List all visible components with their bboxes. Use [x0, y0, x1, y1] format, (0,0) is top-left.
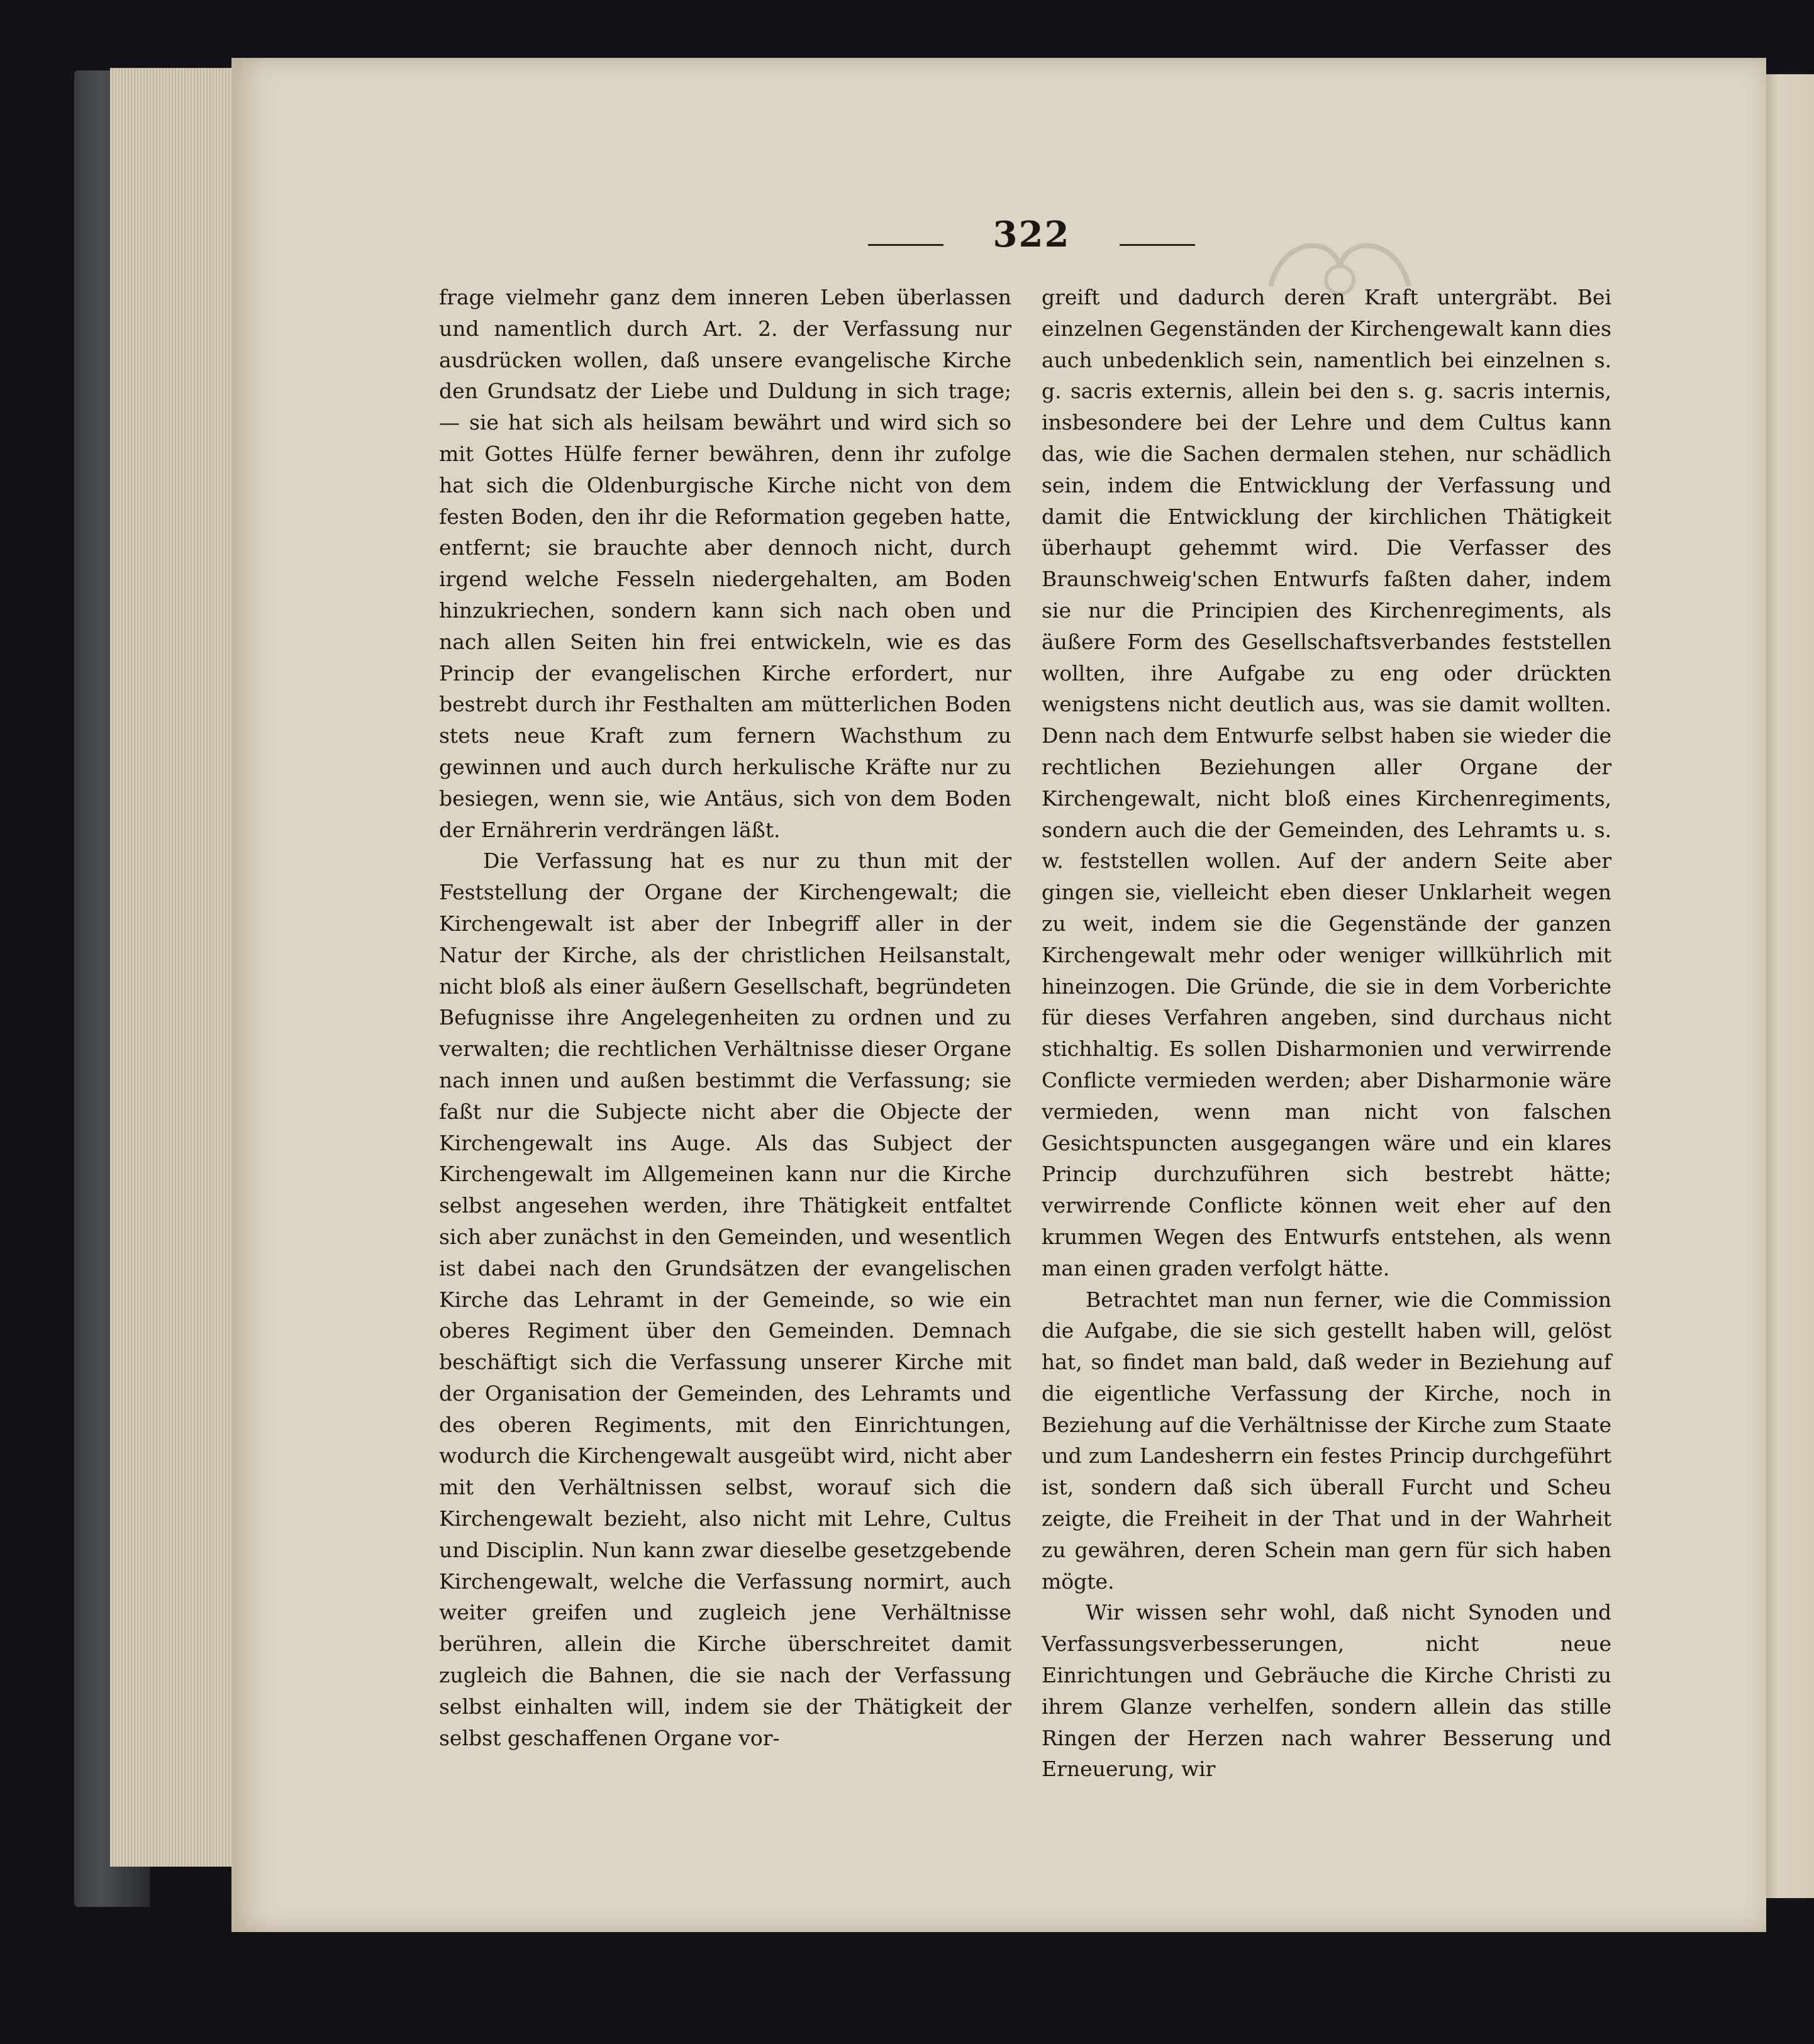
- paragraph: frage vielmehr ganz dem inneren Leben überlassen und namentlich durch Art. 2. der Verfassung nur ausdrücken wollen, daß unsere evangelische Kirche den Grundsatz der Liebe und Duldung in sich trage; — sie hat sich als heilsam bewährt und wird sich so mit Gottes Hülfe ferner bewähren, denn ihr zufolge hat sich die Oldenburgische Kirche nicht von dem festen Boden, den ihr die Reformation gegeben hatte, entfernt; sie brauchte aber dennoch nicht, durch irgend welche Fesseln niedergehalten, am Boden hinzukriechen, sondern kann sich nach oben und nach allen Seiten hin frei entwickeln, wie es das Princip der evangelischen Kirche erfordert, nur bestrebt durch ihr Festhalten am mütterlichen Boden stets neue Kraft zum fernern Wachsthum zu gewinnen und auch durch herkulische Kräfte nur zu besiegen, wenn sie, wie Antäus, sich von dem Boden der Ernährerin verdrängen läßt.: [439, 285, 1011, 842]
- paragraph: Die Verfassung hat es nur zu thun mit der Feststellung der Organe der Kirchengewalt; die Kirchengewalt ist aber der Inbegriff aller in der Natur der Kirche, als der christlichen Heilsanstalt, nicht bloß als einer äußern Gesellschaft, begründeten Befugnisse ihre Angelegenheiten zu ordnen und zu verwalten; die rechtlichen Verhältnisse dieser Organe nach innen und außen bestimmt die Verfassung; sie faßt nur die Subjecte nicht aber die Objecte der Kirchengewalt ins Auge. Als das Subject der Kirchengewalt im Allgemeinen kann nur die Kirche selbst angesehen werden, ihre Thätigkeit entfaltet sich aber zunächst in den Gemeinden, und wesentlich ist dabei nach den Grundsätzen der evangelischen Kirche das Lehramt in der Gemeinde, so wie ein oberes Regiment über den Gemeinden. Demnach beschäftigt sich die Verfassung unserer Kirche mit der Organisation der Gemeinden, des Lehramts und des oberen Regiments, mit den Einrichtungen, wodurch die Kirchengewalt ausgeübt wird, nicht aber mit den Verhältnissen selbst, worauf sich die Kirchengewalt bezieht, also nicht mit Lehre, Cultus und Disciplin. Nun kann zwar dieselbe gesetzgebende Kirchengewalt, welche die Verfassung normirt, auch weiter greifen und zugleich jene Verhältnisse berühren, allein die Kirche überschreitet damit zugleich die Bahnen, die sie nach der Verfassung selbst einhalten will, indem sie der Thätigkeit der selbst geschaffenen Organe vor-: [439, 848, 1011, 1750]
- page-stack-edges: [110, 68, 242, 1867]
- right-column: [1042, 282, 1611, 1785]
- left-column: [439, 282, 1011, 1753]
- page-number: 322: [993, 214, 1071, 255]
- page-header: [868, 214, 1195, 258]
- header-rule-right: [1120, 244, 1195, 246]
- paragraph: greift und dadurch deren Kraft untergräbt. Bei einzelnen Gegenständen der Kirchengewalt kann dies auch unbedenklich sein, namentlich bei einzelnen s. g. sacris externis, allein bei den s. g. sacris internis, insbesondere bei der Lehre und dem Cultus kann das, wie die Sachen dermalen stehen, nur schädlich sein, indem die Entwicklung der Verfassung und damit die Entwicklung der kirchlichen Thätigkeit überhaupt gehemmt wird. Die Verfasser des Braunschweig'schen Entwurfs faßten daher, indem sie nur die Principien des Kirchenregiments, als äußere Form des Gesellschaftsverbandes feststellen wollten, ihre Aufgabe zu eng oder drückten wenigstens nicht deutlich aus, was sie damit wollten. Denn nach dem Entwurfe selbst haben sie wieder die rechtlichen Beziehungen aller Organe der Kirchengewalt, nicht bloß eines Kirchenregiments, sondern auch die der Gemeinden, des Lehramts u. s. w. feststellen wollen. Auf der andern Seite aber gingen sie, vielleicht eben dieser Unklarheit wegen zu weit, indem sie die Gegenstände der ganzen Kirchengewalt mehr oder weniger willkührlich mit hineinzogen. Die Gründe, die sie in dem Vorberichte für dieses Verfahren angeben, sind durchaus nicht stichhaltig. Es sollen Disharmonien und verwirrende Conflicte vermieden werden; aber Disharmonie wäre vermieden, wenn man nicht von falschen Gesichtspuncten ausgegangen wäre und ein klares Princip durchzuführen sich bestrebt hätte; verwirrende Conflicte können weit eher auf den krummen Wegen des Entwurfs entstehen, als wenn man einen graden verfolgt hätte.: [1042, 285, 1611, 1280]
- paragraph: Betrachtet man nun ferner, wie die Commission die Aufgabe, die sie sich gestellt haben will, gelöst hat, so findet man bald, daß weder in Beziehung auf die eigentliche Verfassung der Kirche, noch in Beziehung auf die Verhältnisse der Kirche zum Staate und zum Landesherrn ein festes Princip durchgeführt ist, sondern daß sich überall Furcht und Scheu zeigte, die Freiheit in der That und in der Wahrheit zu gewähren, deren Schein man gern für sich haben mögte.: [1042, 1287, 1611, 1594]
- paragraph: Wir wissen sehr wohl, daß nicht Synoden und Verfassungsverbesserungen, nicht neue Einrichtungen und Gebräuche die Kirche Christi zu ihrem Glanze verhelfen, sondern allein das stille Ringen der Herzen nach wahrer Besserung und Erneuerung, wir: [1042, 1600, 1611, 1782]
